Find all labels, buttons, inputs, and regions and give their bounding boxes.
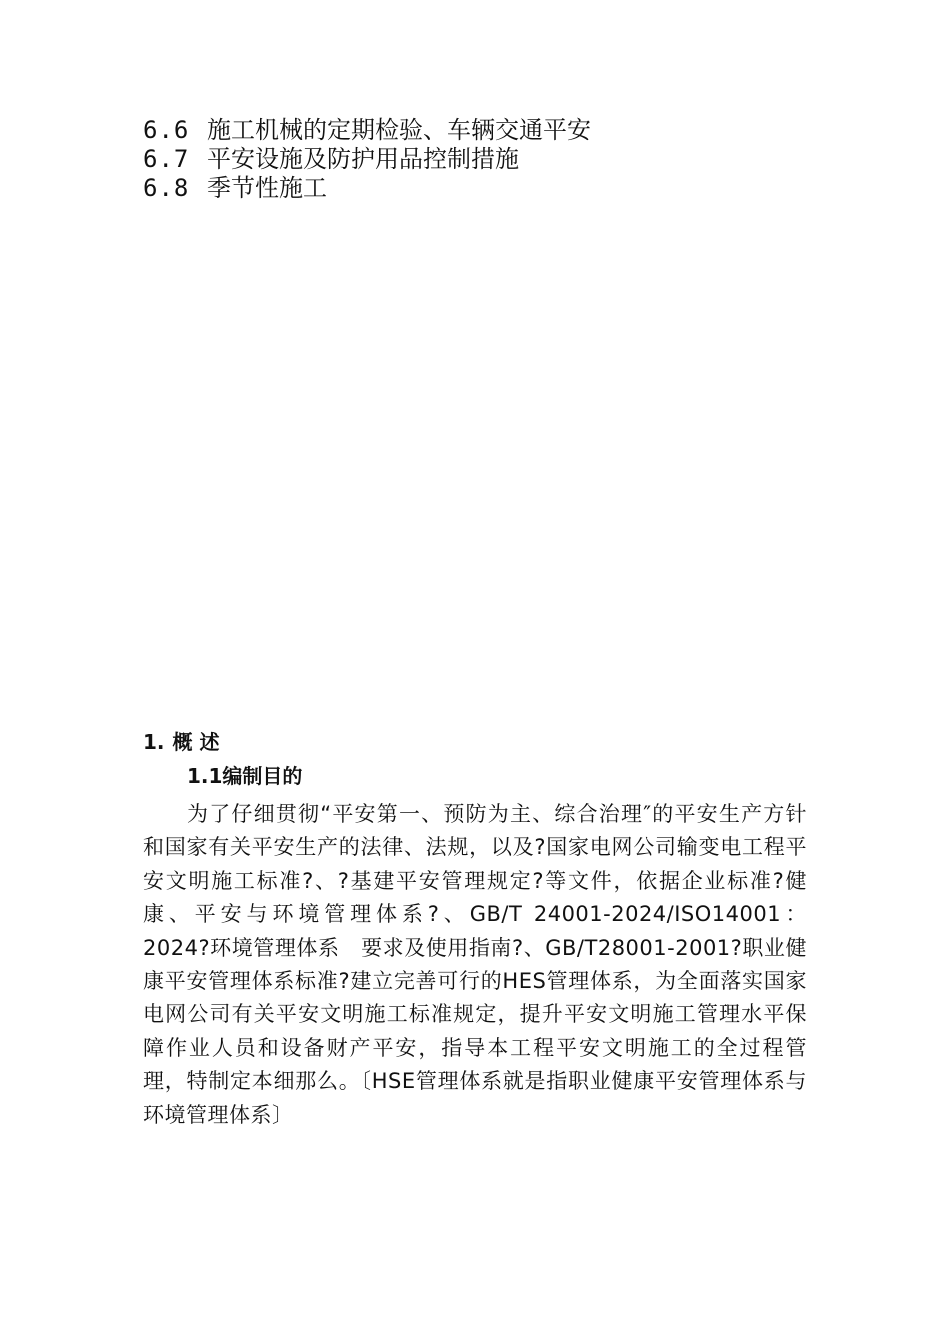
subsection-heading: 1.1编制目的: [187, 764, 303, 788]
toc-text: 施工机械的定期检验、车辆交通平安: [207, 116, 591, 144]
toc-text: 平安设施及防护用品控制措施: [207, 145, 519, 173]
toc-text: 季节性施工: [207, 174, 327, 202]
table-of-contents: [143, 116, 843, 203]
toc-number: 6.6: [143, 116, 190, 144]
toc-item-6-7: [143, 145, 843, 174]
section-heading-text: 概 述: [172, 730, 220, 754]
body-paragraph: 为了仔细贯彻“平安第一、预防为主、综合治理″的平安生产方针和国家有关平安生产的法律、法规，以及?国家电网公司输变电工程平安文明施工标准?、?基建平安管理规定?等文件，依据企业标准?健康、平安与环境管理体系?、GB/T 24001-2024/ISO14001：2024?环境管理体系 要求及使用指南?、GB/T28001-2001?职业健康平安管理体系标准?建立完善可行的HES管理体系，为全面落实国家电网公司有关平安文明施工标准规定，提升平安文明施工管理水平保障作业人员和设备财产平安，指导本工程平安文明施工的全过程管理，特制定本细那么。〔HSE管理体系就是指职业健康平安管理体系与环境管理体系〕: [143, 802, 807, 1127]
toc-item-6-8: [143, 174, 843, 203]
section-heading: [143, 728, 813, 756]
toc-item-6-6: [143, 116, 843, 145]
section-heading-number: 1.: [143, 730, 165, 754]
toc-number: 6.8: [143, 174, 190, 202]
section-overview: [143, 728, 813, 1132]
toc-number: 6.7: [143, 145, 190, 173]
